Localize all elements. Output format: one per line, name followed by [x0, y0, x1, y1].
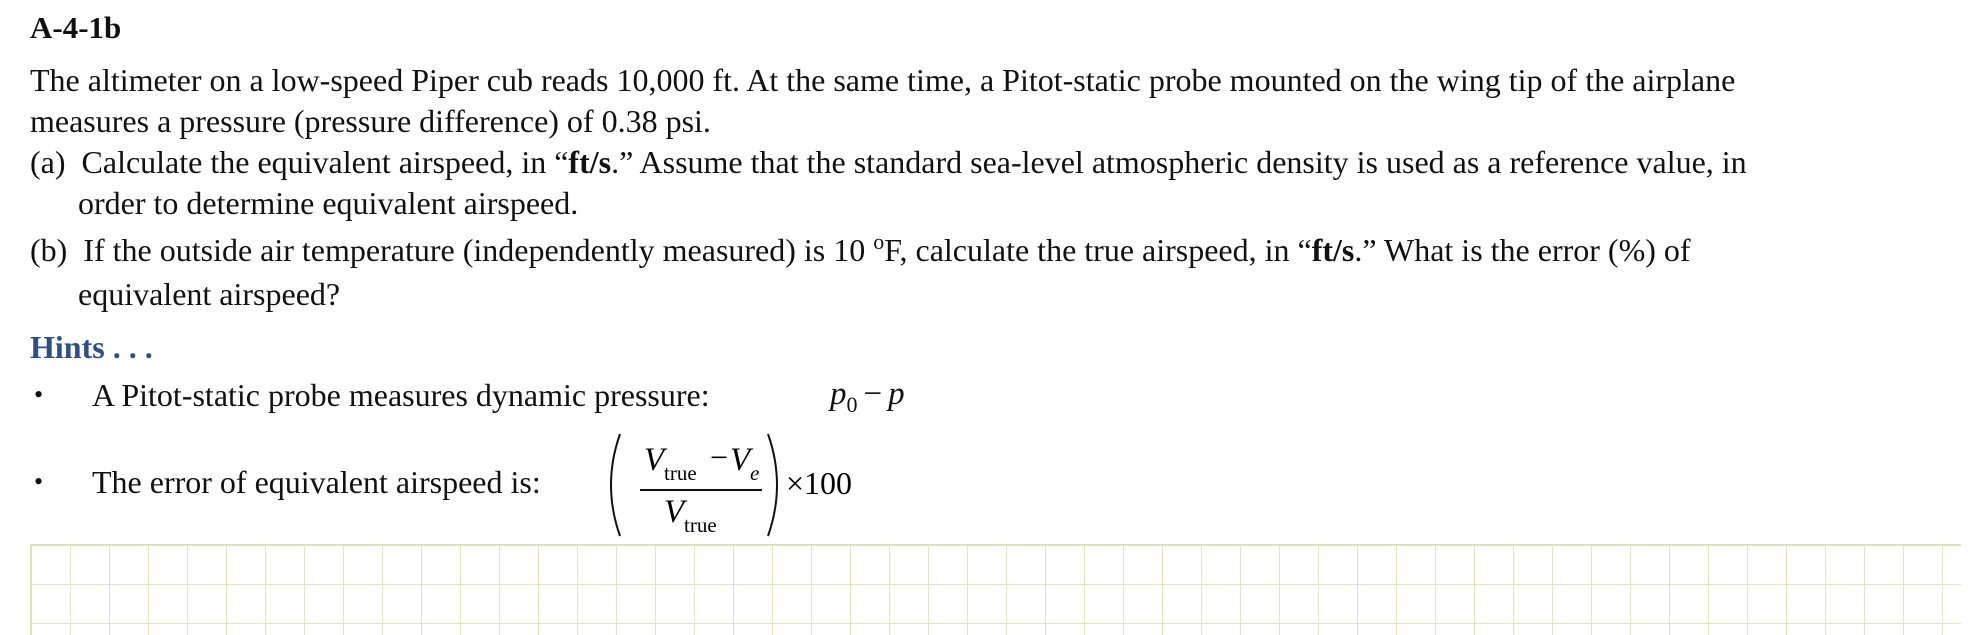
- times-100: ×100: [786, 465, 853, 501]
- denominator-v: V: [664, 494, 685, 530]
- numerator-v-true: V: [644, 442, 665, 478]
- numerator-minus: −: [710, 439, 729, 475]
- part-b-text-before: If the outside air temperature (independently measured) is 10: [83, 232, 866, 268]
- problem-statement: [30, 60, 1960, 142]
- denominator-true-subscript: true: [684, 513, 717, 537]
- part-a-text-before: Calculate the equivalent airspeed, in “: [81, 144, 569, 180]
- math-p: p: [888, 376, 905, 412]
- numerator-true-subscript: true: [664, 461, 697, 485]
- statement-line-1: The altimeter on a low-speed Piper cub reads 10,000 ft. At the same time, a Pitot-static probe mounted on the wing tip of the airplane: [30, 62, 1736, 98]
- hint-1-text: A Pitot-static probe measures dynamic pressure:: [92, 377, 710, 413]
- part-a-label: (a): [30, 144, 66, 180]
- statement-line-2: measures a pressure (pressure difference) of 0.38 psi.: [30, 103, 711, 139]
- part-a-unit: ft/s: [568, 144, 612, 180]
- right-parenthesis: [768, 434, 777, 536]
- part-b-first-line: [30, 230, 1960, 274]
- part-b-unit: ft/s: [1311, 232, 1355, 268]
- part-b: [30, 230, 1960, 315]
- part-b-continuation: equivalent airspeed?: [78, 276, 341, 312]
- numerator-e-subscript: e: [750, 461, 760, 485]
- part-a-first-line: [30, 142, 1960, 183]
- airspeed-error-formula: [604, 430, 864, 540]
- part-a-continuation: order to determine equivalent airspeed.: [78, 185, 579, 221]
- left-parenthesis: [611, 434, 620, 536]
- bullet-icon: •: [34, 380, 44, 409]
- bullet-icon: •: [34, 467, 44, 496]
- part-b-text-after: .” What is the error (%) of: [1354, 232, 1691, 268]
- dynamic-pressure-expression: [830, 372, 905, 419]
- degree-symbol: o: [873, 229, 885, 254]
- math-p0: p: [830, 376, 847, 412]
- part-b-text-mid: F, calculate the true airspeed, in “: [884, 232, 1312, 268]
- problem-title: A-4-1b: [30, 10, 122, 45]
- part-a: [30, 142, 1960, 224]
- math-minus: −: [863, 376, 883, 412]
- numerator-v-e: V: [730, 442, 751, 478]
- math-subscript-0: 0: [846, 392, 858, 417]
- hints-heading: Hints . . .: [30, 329, 153, 365]
- part-b-label: (b): [30, 232, 68, 268]
- part-a-text-after: .” Assume that the standard sea-level atmospheric density is used as a reference value, in: [611, 144, 1747, 180]
- hint-2-text: The error of equivalent airspeed is:: [92, 464, 541, 500]
- answer-grid: [30, 544, 1961, 635]
